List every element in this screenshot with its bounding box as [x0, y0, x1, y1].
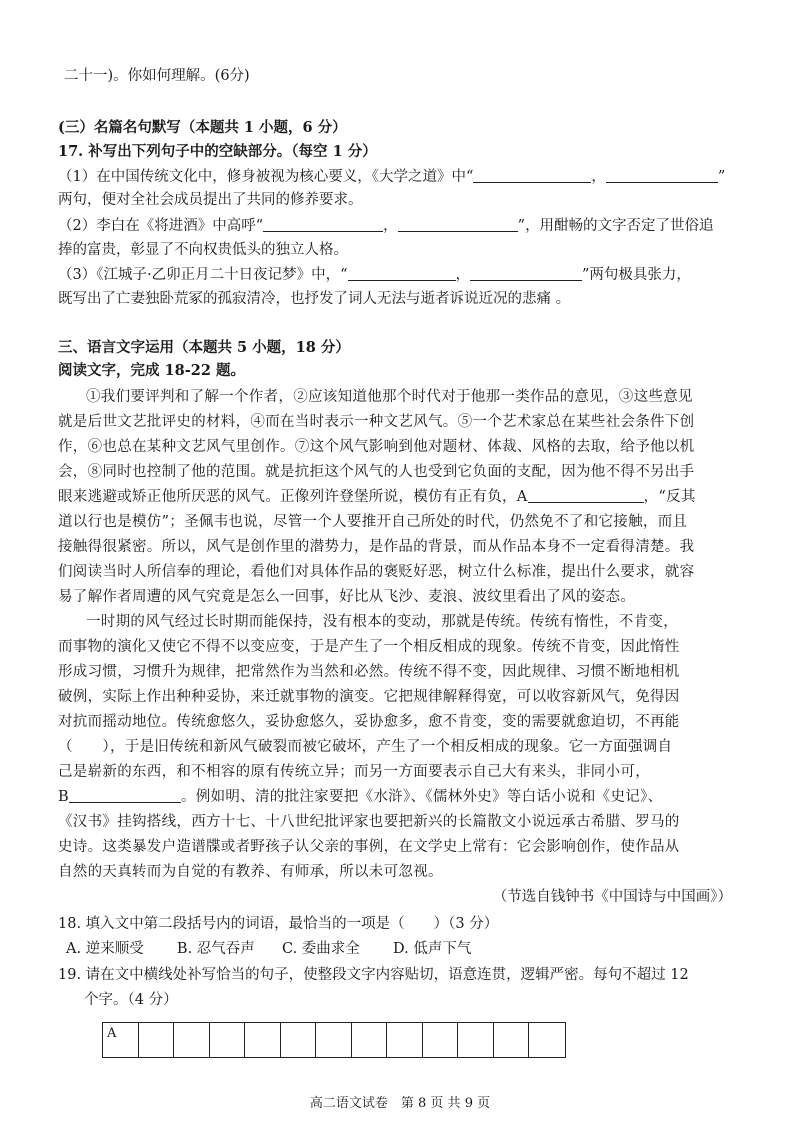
answer-grid-cell[interactable] — [387, 1023, 423, 1057]
answer-grid-cell[interactable] — [316, 1023, 352, 1057]
passage-line: 会，⑧同时也控制了他的范围。就是抗拒这个风气的人也受到它负面的支配，因为他不得不另出手 — [58, 464, 695, 480]
answer-blank — [473, 168, 591, 183]
option-d: D. 低声下气 — [393, 941, 472, 957]
q17-item-2 — [58, 216, 750, 236]
answer-grid-cell[interactable] — [352, 1023, 388, 1057]
passage-line: 就是后世文艺批评史的材料，④而在当时表示一种文艺风气。⑤一个艺术家总在某些社会条件下创 — [58, 414, 695, 430]
option-b: B. 忍气吞声 — [176, 941, 255, 957]
passage-line: 接触得很紧密。所以，风气是创作里的潜势力，是作品的背景，而从作品本身不一定看得清楚。我 — [58, 539, 695, 555]
text-segment: （2）李白在《将进酒》中高呼“ — [58, 218, 264, 234]
answer-grid-cell[interactable] — [458, 1023, 494, 1057]
answer-grid-cell[interactable] — [529, 1023, 565, 1057]
passage-line: 作，⑥也总在某种文艺风气里创作。⑦这个风气影响到他对题材、体裁、风格的去取，给予他以机 — [58, 439, 695, 455]
answer-blank-b — [69, 788, 181, 803]
passage-line: 对抗而摇动地位。传统愈悠久，妥协愈悠久，妥协愈多，愈不肯变，变的需要就愈迫切，不再能 — [58, 714, 680, 730]
question-19-title: 19. 请在文中横线处补写恰当的句子，使整段文字内容贴切，语意连贯，逻辑严密。每句不超过 12 — [58, 967, 689, 983]
passage-line: 而事物的演化又使它不得不以变应变，于是产生了一个相反相成的现象。传统不肯变，因此惰性 — [58, 639, 680, 655]
answer-grid-cell[interactable] — [281, 1023, 317, 1057]
text-line: 既写出了亡妻独卧荒冢的孤寂清冷，也抒发了词人无法与逝者诉说近况的悲痛 。 — [58, 291, 571, 307]
passage-line: 自然的天真转而为自觉的有教养、有师承，所以未可忽视。 — [58, 864, 443, 880]
punct: ” — [717, 169, 726, 185]
blank-label-a: A — [516, 489, 528, 505]
answer-grid-cell[interactable] — [423, 1023, 459, 1057]
passage-line: （ ），于是旧传统和新风气破裂而被它破坏，产生了一个相反相成的现象。它一方面强调自 — [58, 739, 673, 755]
text-line: 个字。（4 分） — [84, 992, 178, 1008]
question-18-title: 18. 填入文中第二段括号内的词语，最恰当的一项是（ ）（3 分） — [58, 916, 499, 932]
punct: ， — [383, 218, 398, 234]
answer-blank — [348, 266, 456, 281]
passage-line: 们阅读当时人所信奉的理论，看他们对具体作品的褒贬好恶，树立什么标准，提出什么要求，就容 — [58, 564, 695, 580]
passage-line: 史诗。这类暴发户造谱牒或者野孩子认父亲的事例，在文学史上常有：它会影响创作，使作品从 — [58, 839, 680, 855]
option-a: A. 逆来顺受 — [66, 941, 144, 957]
q18-options — [66, 939, 750, 959]
answer-grid[interactable] — [102, 1022, 566, 1058]
answer-grid-cell[interactable] — [139, 1023, 175, 1057]
text-line: 捧的富贵，彰显了不向权贵低头的独立人格。 — [58, 242, 348, 258]
passage-line: ①我们要评判和了解一个作者，②应该知道他那个时代对于他那一类作品的意见，③这些意见 — [86, 389, 693, 405]
section-heading: 三、语言文字运用（本题共 5 小题，18 分） — [58, 339, 350, 356]
text-line: 二十一)。你如何理解。(6分) — [64, 68, 250, 84]
punct: ， — [455, 267, 470, 283]
source-note: （节选自钱钟书《中国诗与中国画》） — [492, 889, 732, 905]
question-17-title: 17. 补写出下列句子中的空缺部分。（每空 1 分） — [58, 143, 377, 160]
section-heading: (三）名篇名句默写（本题共 1 小题，6 分） — [58, 119, 347, 136]
option-c: C. 委曲求全 — [282, 941, 360, 957]
q17-item-3 — [58, 265, 750, 285]
answer-grid-cell[interactable] — [210, 1023, 246, 1057]
text-segment: （1）在中国传统文化中，修身被视为核心要义，《大学之道》中“ — [58, 169, 474, 185]
passage-line: 一时期的风气经过长时期而能保持，没有根本的变动，那就是传统。传统有惰性，不肯变， — [86, 614, 678, 630]
answer-grid-cell[interactable] — [174, 1023, 210, 1057]
passage-line — [58, 787, 750, 807]
passage-line: 易了解作者周遭的风气究竟是怎么一回事，好比从飞沙、麦浪、波纹里看出了风的姿态。 — [58, 589, 636, 605]
passage-line — [58, 487, 750, 507]
page-footer: 高二语文试卷 第 8 页 共 9 页 — [309, 1096, 491, 1111]
reading-instruction: 阅读文字，完成 18-22 题。 — [58, 362, 245, 379]
text-segment: ”两句极具张力， — [582, 267, 691, 283]
answer-blank — [606, 168, 718, 183]
blank-label-b: B — [58, 789, 69, 805]
text-segment: 眼来逃避或矫正他所厌恶的风气。正像列许登堡所说，模仿有正有负， — [58, 489, 517, 505]
punct: ， — [591, 169, 606, 185]
text-segment: 。例如明、清的批注家要把《水浒》、《儒林外史》等白话小说和《史记》、 — [180, 789, 663, 805]
answer-grid-cell[interactable] — [245, 1023, 281, 1057]
passage-line: 《汉书》挂钩搭线，西方十七、十八世纪批评家也要把新兴的长篇散文小说远承古希腊、罗马的 — [58, 814, 680, 830]
text-segment: （3）《江城子·乙卯正月二十日夜记梦》中，“ — [58, 267, 348, 283]
answer-blank-a — [528, 488, 644, 503]
answer-blank — [470, 266, 582, 281]
answer-grid-cell[interactable]: A — [103, 1023, 139, 1057]
passage-line: 己是崭新的东西，和不相容的原有传统立异；而另一方面要表示自己大有来头，非同小可， — [58, 764, 650, 780]
answer-blank — [398, 217, 518, 232]
text-segment: ，“反其 — [643, 489, 696, 505]
passage-line: 道以行也是模仿”；圣佩韦也说，尽管一个人要推开自己所处的时代，仍然免不了和它接触，而且 — [58, 514, 688, 530]
passage-line: 破例，实际上作出种种妥协，来迁就事物的演变。它把规律解释得宽，可以收容新风气，免得因 — [58, 689, 680, 705]
text-segment: ，用酣畅的文字否定了世俗追 — [525, 218, 714, 234]
text-line: 两句，便对全社会成员提出了共同的修养要求。 — [58, 192, 363, 208]
punct: ” — [517, 218, 526, 234]
q17-item-1 — [58, 167, 750, 187]
answer-blank — [263, 217, 383, 232]
answer-grid-cell[interactable] — [494, 1023, 530, 1057]
passage-line: 形成习惯，习惯升为规律，把常然作为当然和必然。传统不得不变，因此规律、习惯不断地相机 — [58, 664, 680, 680]
